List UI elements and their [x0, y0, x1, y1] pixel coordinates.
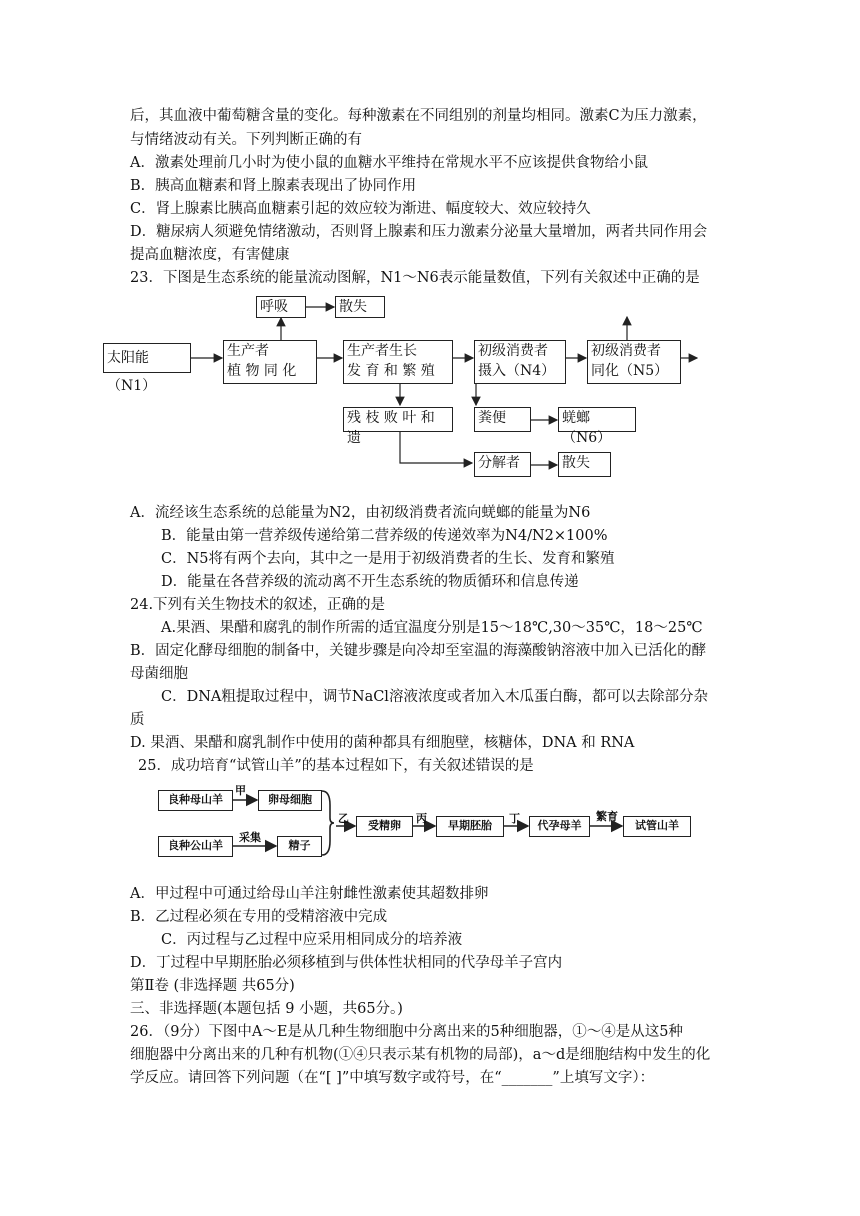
question-26: 26．（9分）下图中A～E是从几种生物细胞中分离出来的5种细胞器，①～④是从这5种	[130, 1024, 683, 1040]
female-goat-box: 良种母山羊	[158, 790, 233, 811]
sun-box: 太阳能（N1）	[103, 343, 191, 373]
surrogate-box: 代孕母羊	[529, 816, 590, 837]
label-ding: 丁	[509, 812, 520, 825]
option-c: C．丙过程与乙过程中应采用相同成分的培养液	[161, 932, 463, 948]
option-c: C．肾上腺素比胰高血糖素引起的效应较为渐进、幅度较大、效应较持久	[130, 201, 591, 217]
text-line: 后，其血液中葡萄糖含量的变化。每种激素在不同组别的剂量均相同。激素C为压力激素，	[130, 108, 707, 124]
question-25: 25．成功培育“试管山羊”的基本过程如下，有关叙述错误的是	[138, 758, 534, 774]
section-heading: 三、非选择题(本题包括 9 小题，共65分。)	[130, 1001, 403, 1017]
question-23: 23．下图是生态系统的能量流动图解，N1～N6表示能量数值，下列有关叙述中正确的是	[130, 270, 700, 286]
producer-label-2: 植 物 同 化	[227, 363, 297, 379]
option-d: D．丁过程中早期胚胎必须移植到与供体性状相同的代孕母羊子宫内	[130, 955, 563, 971]
dissipate-top-box: 散失	[335, 296, 385, 318]
growth-label-2: 发 育 和 繁 殖	[347, 363, 435, 379]
option-b: B．能量由第一营养级传递给第二营养级的传递效率为N4/N2×100%	[161, 528, 608, 544]
option-d: D. 果酒、果醋和腐乳制作中使用的菌种都具有细胞壁，核糖体，DNA 和 RNA	[130, 735, 635, 751]
primary-intake-label-2: 摄入（N4）	[478, 363, 556, 379]
producer-label: 生产者	[227, 343, 269, 359]
text-line: 细胞器中分离出来的几种有机物(①④只表示某有机物的局部)，a～d是细胞结构中发生的化	[130, 1047, 711, 1063]
label-bing: 丙	[416, 812, 427, 825]
label-collect: 采集	[239, 831, 261, 844]
growth-label: 生产者生长	[347, 343, 417, 359]
text-line: 与情绪波动有关。下列判断正确的有	[130, 132, 362, 148]
primary-intake-label: 初级消费者	[478, 343, 548, 359]
egg-box: 卵母细胞	[258, 790, 322, 811]
primary-assim-label-2: 同化（N5）	[591, 363, 669, 379]
section-heading: 第Ⅱ卷 (非选择题 共65分)	[130, 978, 295, 994]
question-24: 24.下列有关生物技术的叙述，正确的是	[130, 597, 386, 613]
text-line: 母菌细胞	[130, 666, 188, 682]
primary-assim-label: 初级消费者	[591, 343, 661, 359]
text-line: 质	[130, 712, 145, 728]
option-b: B．乙过程必须在专用的受精溶液中完成	[130, 909, 388, 925]
dissipate-bottom-box: 散失	[558, 452, 611, 477]
fertilized-egg-box: 受精卵	[356, 816, 413, 837]
option-a: A.果酒、果醋和腐乳的制作所需的适宜温度分别是15～18℃,30～35℃，18～25℃	[161, 620, 703, 636]
respiration-box: 呼吸	[256, 296, 306, 318]
label-breed: 繁育	[596, 810, 618, 823]
option-c: C．DNA粗提取过程中，调节NaCl溶液浓度或者加入木瓜蛋白酶，都可以去除部分杂	[161, 689, 708, 705]
option-b: B．固定化酵母细胞的制备中，关键步骤是向冷却至室温的海藻酸钠溶液中加入已活化的酵	[130, 643, 707, 659]
option-b: B．胰高血糖素和肾上腺素表现出了协同作用	[130, 178, 417, 194]
option-d: D．能量在各营养级的流动离不开生态系统的物质循环和信息传递	[161, 574, 579, 590]
decomposer-box: 分解者	[474, 452, 531, 477]
option-a: A．流经该生态系统的总能量为N2，由初级消费者流向蜣螂的能量为N6	[130, 505, 591, 521]
feces-box: 粪便	[474, 407, 531, 432]
option-c: C．N5将有两个去向，其中之一是用于初级消费者的生长、发育和繁殖	[161, 551, 615, 567]
early-embryo-box: 早期胚胎	[436, 816, 504, 837]
option-d: D．糖尿病人须避免情绪激动，否则肾上腺素和压力激素分泌量大量增加，两者共同作用会	[130, 224, 708, 240]
test-tube-goat-box: 试管山羊	[623, 816, 691, 837]
sperm-box: 精子	[277, 836, 322, 857]
option-a: A．甲过程中可通过给母山羊注射雌性激素使其超数排卵	[130, 886, 489, 902]
text-line: 提高血糖浓度，有害健康	[130, 247, 290, 263]
residue-box: 残 枝 败 叶 和 遗	[343, 407, 453, 432]
dung-beetle-box: 蜣螂（N6）	[558, 407, 636, 432]
text-line: 学反应。请回答下列问题（在“[ ]”中填写数字或符号，在“_______”上填写文字）：	[130, 1070, 655, 1086]
label-jia: 甲	[235, 784, 246, 797]
option-a: A．激素处理前几小时为使小鼠的血糖水平维持在常规水平不应该提供食物给小鼠	[130, 155, 648, 171]
label-yi: 乙	[338, 812, 349, 825]
male-goat-box: 良种公山羊	[158, 836, 233, 857]
